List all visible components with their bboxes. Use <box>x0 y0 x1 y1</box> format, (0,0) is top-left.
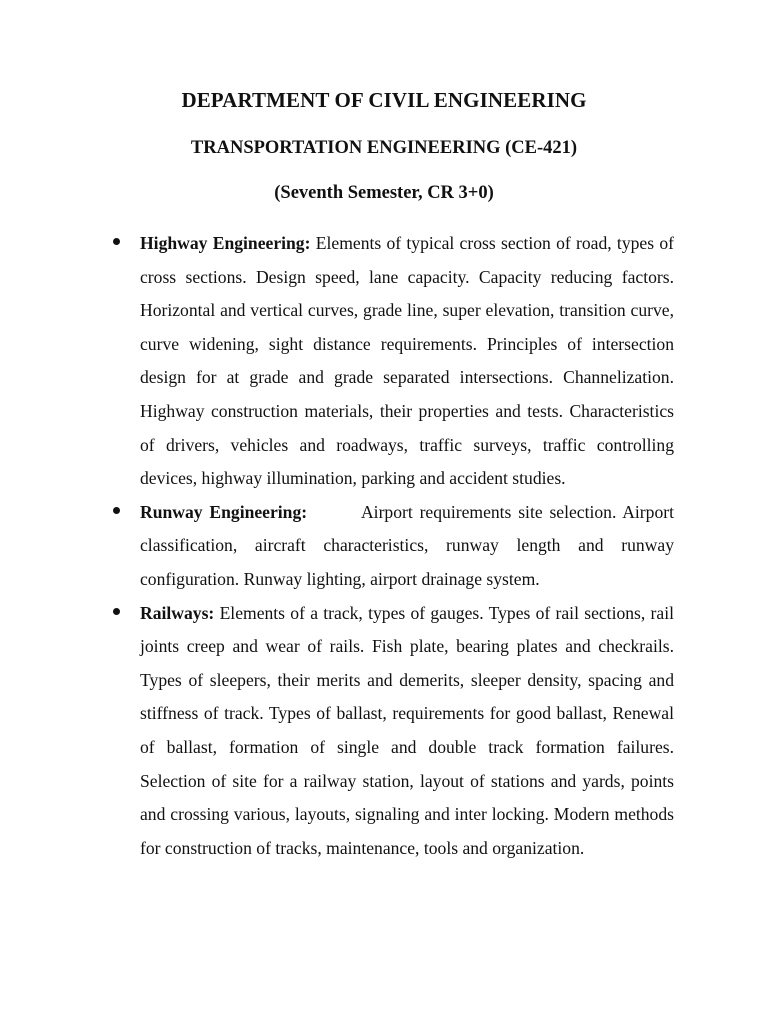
topic-body: Airport requirements site selection. Airport classification, aircraft characteristics, runway length and runway configuration. Runway lighting, airport drainage system. <box>140 501 674 589</box>
topic-highway <box>0 227 674 496</box>
topic-title: Runway Engineering: <box>140 501 308 522</box>
topic-body: Elements of a track, types of gauges. Types of rail sections, rail joints creep and wear of rails. Fish plate, bearing plates and checkrails. Types of sleepers, their merits and demerits, sleeper density, spacing and stiffness of track. Types of ballast, requirements for good ballast, Renewal of ballast, formation of single and double track formation failures. Selection of site for a railway station, layout of stations and yards, points and crossing various, layouts, signaling and inter locking. Modern methods for construction of tracks, maintenance, tools and organization. <box>140 602 674 858</box>
topic-title: Highway Engineering: <box>140 233 311 253</box>
bullet-icon <box>113 608 120 615</box>
semester-info: (Seventh Semester, CR 3+0) <box>274 183 494 203</box>
bullet-icon <box>113 238 120 245</box>
topic-railways <box>0 597 674 866</box>
course-title: TRANSPORTATION ENGINEERING (CE-421) <box>190 138 578 158</box>
topic-title: Railways: <box>140 602 215 623</box>
topic-body: Elements of typical cross section of road, types of cross sections. Design speed, lane capacity. Capacity reducing factors. Horizontal and vertical curves, grade line, super elevation, transition curve, curve widening, sight distance requirements. Principles of intersection design for at grade and grade separated intersections. Channelization. Highway construction materials, their properties and tests. Characteristics of drivers, vehicles and roadways, traffic surveys, traffic controlling devices, highway illumination, parking and accident studies. <box>140 233 674 489</box>
topic-list <box>0 227 768 865</box>
department-title: DEPARTMENT OF CIVIL ENGINEERING <box>181 88 587 112</box>
topic-runway <box>0 496 674 597</box>
bullet-icon <box>113 507 120 514</box>
